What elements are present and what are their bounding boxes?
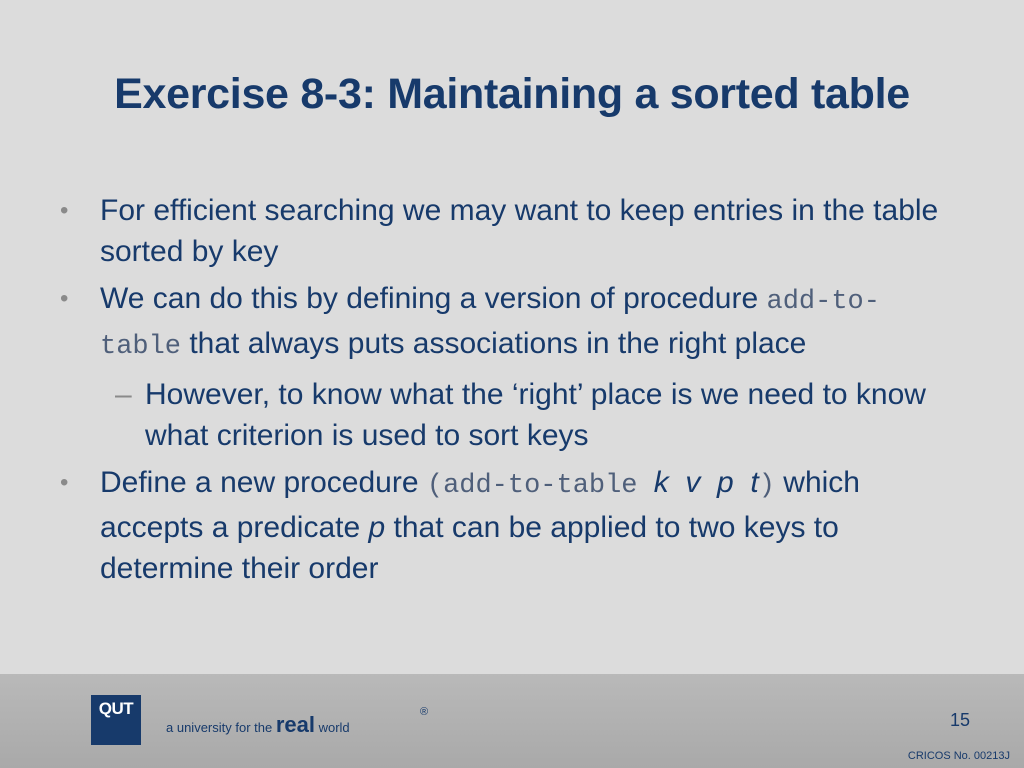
- footer-bar: [0, 674, 1024, 768]
- cricos-number: CRICOS No. 00213J: [907, 750, 1010, 762]
- sub-bullet-1-text: However, to know what the ‘right’ place is we need to know what criterion is used to sort keys: [145, 378, 926, 452]
- tagline-real: real: [275, 712, 315, 737]
- registered-mark: ®: [420, 706, 429, 718]
- bullet-3-text-post: that can be applied to two keys to determine their order: [100, 511, 839, 585]
- qut-logo: QUT: [91, 695, 141, 745]
- bullet-3: [60, 462, 960, 589]
- tagline: [166, 712, 350, 738]
- tagline-world: world: [314, 720, 350, 735]
- bullet-3-code-open: (add-to-table: [426, 471, 654, 501]
- bullet-2-text-pre: We can do this by defining a version of procedure: [100, 282, 767, 315]
- bullet-dot: •: [60, 197, 69, 224]
- slide-title: Exercise 8-3: Maintaining a sorted table: [114, 70, 910, 118]
- bullet-1-text: For efficient searching we may want to keep entries in the table sorted by key: [100, 194, 939, 268]
- bullet-dot: •: [60, 285, 69, 312]
- bullet-2: [60, 278, 960, 368]
- bullet-3-text-mid: which accepts a predicate: [100, 466, 860, 544]
- sub-bullet-dash: –: [115, 378, 132, 411]
- bullet-3-args: k v p t: [653, 466, 759, 499]
- page-number: 15: [950, 710, 971, 730]
- bullet-3-code-close: ): [758, 471, 775, 501]
- bullet-dot: •: [60, 469, 69, 496]
- bullet-3-p: p: [368, 511, 386, 544]
- bullet-1: [60, 190, 960, 272]
- slide-content: [60, 190, 960, 595]
- bullet-3-text-pre: Define a new procedure: [100, 466, 427, 499]
- bullet-2-text-post: that always puts associations in the right place: [181, 327, 807, 360]
- tagline-pre: a university for the: [166, 720, 276, 735]
- bullet-2-code: add-to-table: [100, 287, 880, 362]
- sub-bullet-1: [60, 374, 960, 456]
